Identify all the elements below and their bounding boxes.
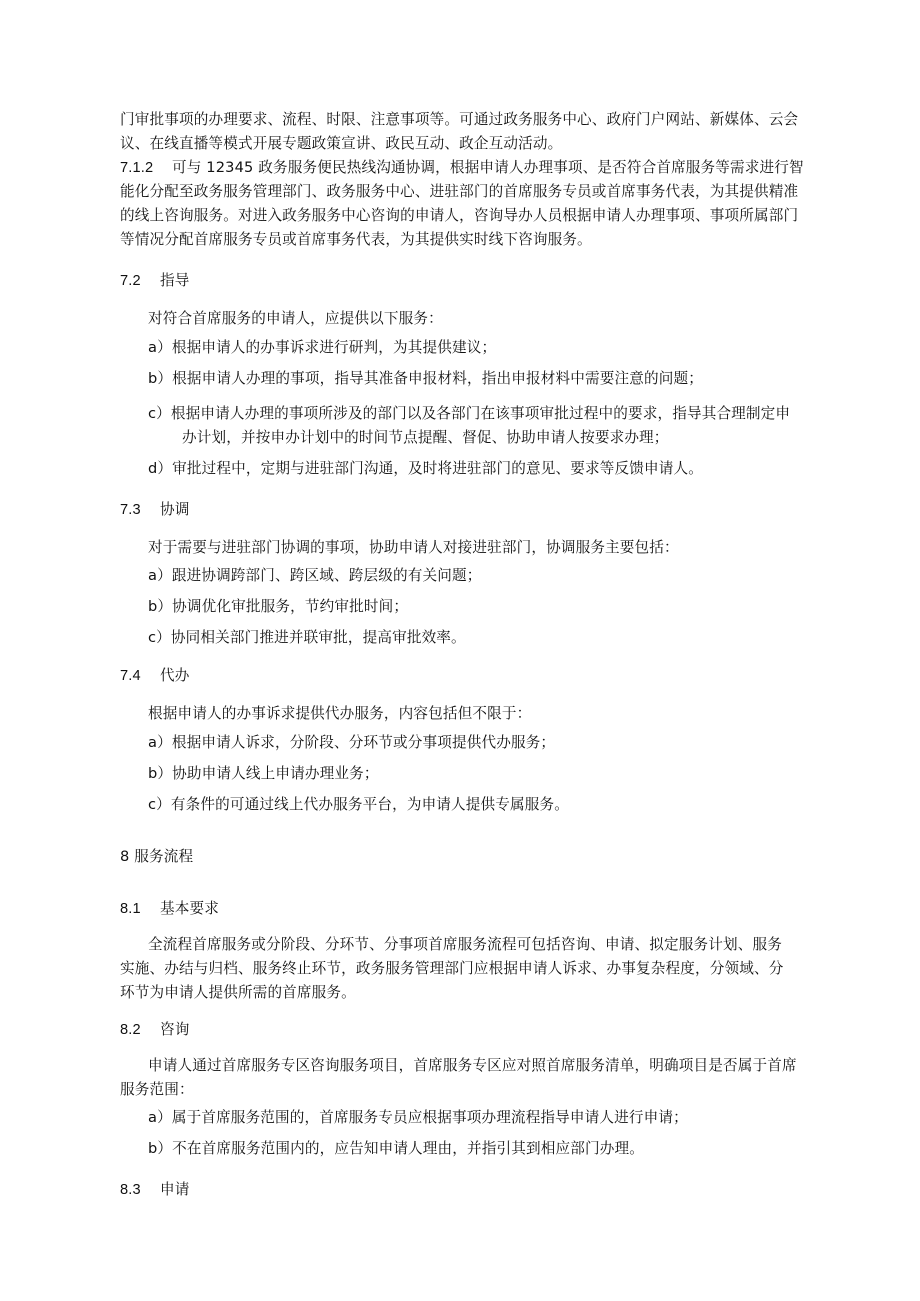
list-item: d）审批过程中，定期与进驻部门沟通，及时将进驻部门的意见、要求等反馈申请人。 (148, 460, 703, 477)
list-item: a）根据申请人诉求，分阶段、分环节或分事项提供代办服务； (148, 734, 556, 751)
paragraph-line: 全流程首席服务或分阶段、分环节、分事项首席服务流程可包括咨询、申请、拟定服务计划、服务 (148, 936, 782, 953)
list-item: a）属于首席服务范围的，首席服务专员应根据事项办理流程指导申请人进行申请； (148, 1109, 688, 1126)
list-item: b）不在首席服务范围内的，应告知申请人理由，并指引其到相应部门办理。 (148, 1140, 644, 1157)
section-number: 7.2 (120, 273, 141, 289)
list-item: a）根据申请人的办事诉求进行研判，为其提供建议； (148, 339, 497, 356)
chapter-heading-8: 8 服务流程 (120, 848, 194, 865)
list-item: b）根据申请人办理的事项，指导其准备申报材料，指出申报材料中需要注意的问题； (148, 370, 703, 387)
paragraph-line: 能化分配至政务服务管理部门、政务服务中心、进驻部门的首席服务专员或首席事务代表，为其提供精准 (120, 183, 799, 200)
section-heading-8-3 (120, 1180, 832, 1200)
paragraph-line: 根据申请人的办事诉求提供代办服务，内容包括但不限于： (148, 705, 532, 722)
section-title: 协调 (160, 501, 190, 518)
section-heading-8-1 (120, 899, 832, 919)
section-title: 指导 (160, 272, 190, 289)
paragraph-line: 实施、办结与归档、服务终止环节，政务服务管理部门应根据申请人诉求、办事复杂程度，分领域、分 (120, 960, 784, 977)
paragraph-line: 的线上咨询服务。对进入政务服务中心咨询的申请人，咨询导办人员根据申请人办理事项、事项所属部门 (120, 207, 799, 224)
paragraph-line: 等情况分配首席服务专员或首席事务代表，为其提供实时线下咨询服务。 (120, 231, 592, 248)
paragraph-line: 门审批事项的办理要求、流程、时限、注意事项等。可通过政务服务中心、政府门户网站、新媒体、云会 (120, 111, 799, 128)
paragraph-line: 环节为申请人提供所需的首席服务。 (120, 984, 356, 1001)
section-title: 申请 (160, 1181, 190, 1198)
section-heading-7-3 (120, 500, 832, 520)
list-item: c）协同相关部门推进并联审批，提高审批效率。 (148, 629, 466, 646)
section-heading-7-4 (120, 666, 832, 686)
paragraph-line: 服务范围： (120, 1081, 194, 1098)
list-item: b）协助申请人线上申请办理业务； (148, 765, 379, 782)
section-number: 7.3 (120, 502, 141, 518)
list-item: a）跟进协调跨部门、跨区域、跨层级的有关问题； (148, 567, 482, 584)
paragraph-line: 可与 12345 政务服务便民热线沟通协调，根据申请人办理事项、是否符合首席服务等需求进行智 (172, 159, 804, 176)
paragraph-line: 议、在线直播等模式开展专题政策宣讲、政民互动、政企互动活动。 (120, 135, 563, 152)
clause-number: 7.1.2 (120, 160, 154, 176)
paragraph-line: 对符合首席服务的申请人，应提供以下服务： (148, 310, 443, 327)
paragraph-line: 申请人通过首席服务专区咨询服务项目，首席服务专区应对照首席服务清单，明确项目是否属于首席 (148, 1057, 797, 1074)
list-item-continuation: 办计划，并按申办计划中的时间节点提醒、督促、协助申请人按要求办理； (182, 429, 669, 446)
list-item: c）有条件的可通过线上代办服务平台，为申请人提供专属服务。 (148, 796, 570, 813)
section-heading-8-2 (120, 1020, 832, 1040)
section-number: 8.3 (120, 1182, 141, 1198)
list-item: b）协调优化审批服务，节约审批时间； (148, 598, 409, 615)
section-title: 咨询 (160, 1021, 190, 1038)
section-title: 基本要求 (160, 900, 219, 917)
section-number: 8.2 (120, 1022, 141, 1038)
section-number: 7.4 (120, 668, 141, 684)
clause-7-1-2 (120, 158, 832, 178)
section-number: 8.1 (120, 901, 141, 917)
section-heading-7-2 (120, 271, 832, 291)
section-title: 代办 (160, 667, 190, 684)
list-item: c）根据申请人办理的事项所涉及的部门以及各部门在该事项审批过程中的要求，指导其合理制定申 (148, 405, 791, 422)
paragraph-line: 对于需要与进驻部门协调的事项，协助申请人对接进驻部门，协调服务主要包括： (148, 539, 679, 556)
